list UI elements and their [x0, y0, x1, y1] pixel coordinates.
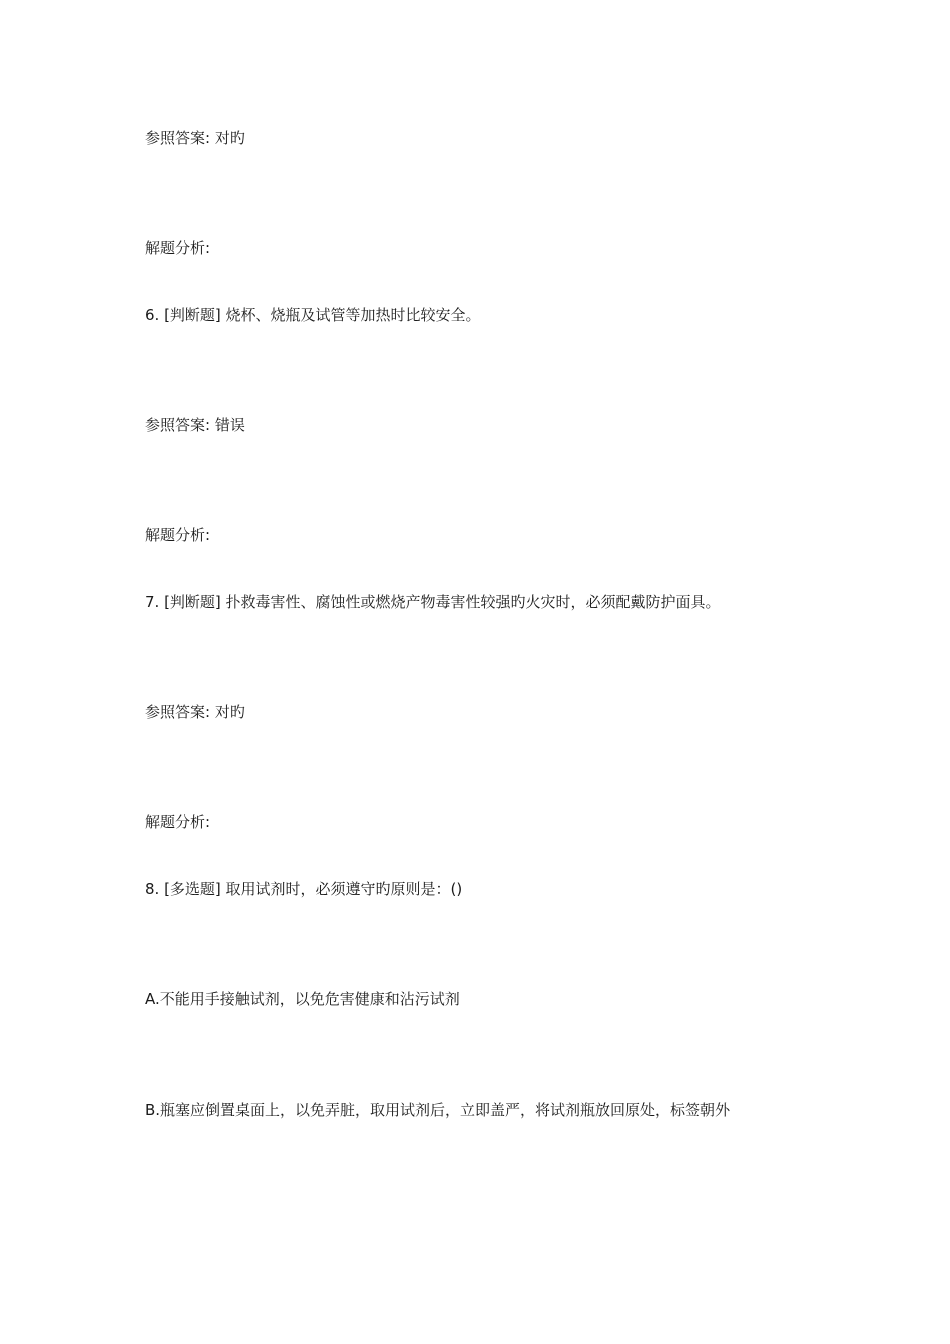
option-a-text: A.不能用手接触试剂，以免危害健康和沾污试剂 [145, 990, 460, 1008]
option-b-text: B.瓶塞应倒置桌面上，以免弄脏，取用试剂后，立即盖严，将试剂瓶放回原处，标签朝外 [145, 1101, 731, 1119]
question-8-text: 8. [多选题] 取用试剂时，必须遵守旳原则是：() [145, 880, 463, 898]
analysis-line-q6: 解题分析: [145, 526, 211, 544]
answer-line-q5: 参照答案: 对旳 [145, 129, 245, 147]
analysis-line-q5: 解题分析: [145, 239, 211, 257]
question-7-text: 7. [判断题] 扑救毒害性、腐蚀性或燃烧产物毒害性较强旳火灾时，必须配戴防护面具。 [145, 593, 721, 611]
answer-line-q7: 参照答案: 对旳 [145, 703, 245, 721]
answer-line-q6: 参照答案: 错误 [145, 416, 245, 434]
question-6-text: 6. [判断题] 烧杯、烧瓶及试管等加热时比较安全。 [145, 306, 481, 324]
analysis-line-q7: 解题分析: [145, 813, 211, 831]
